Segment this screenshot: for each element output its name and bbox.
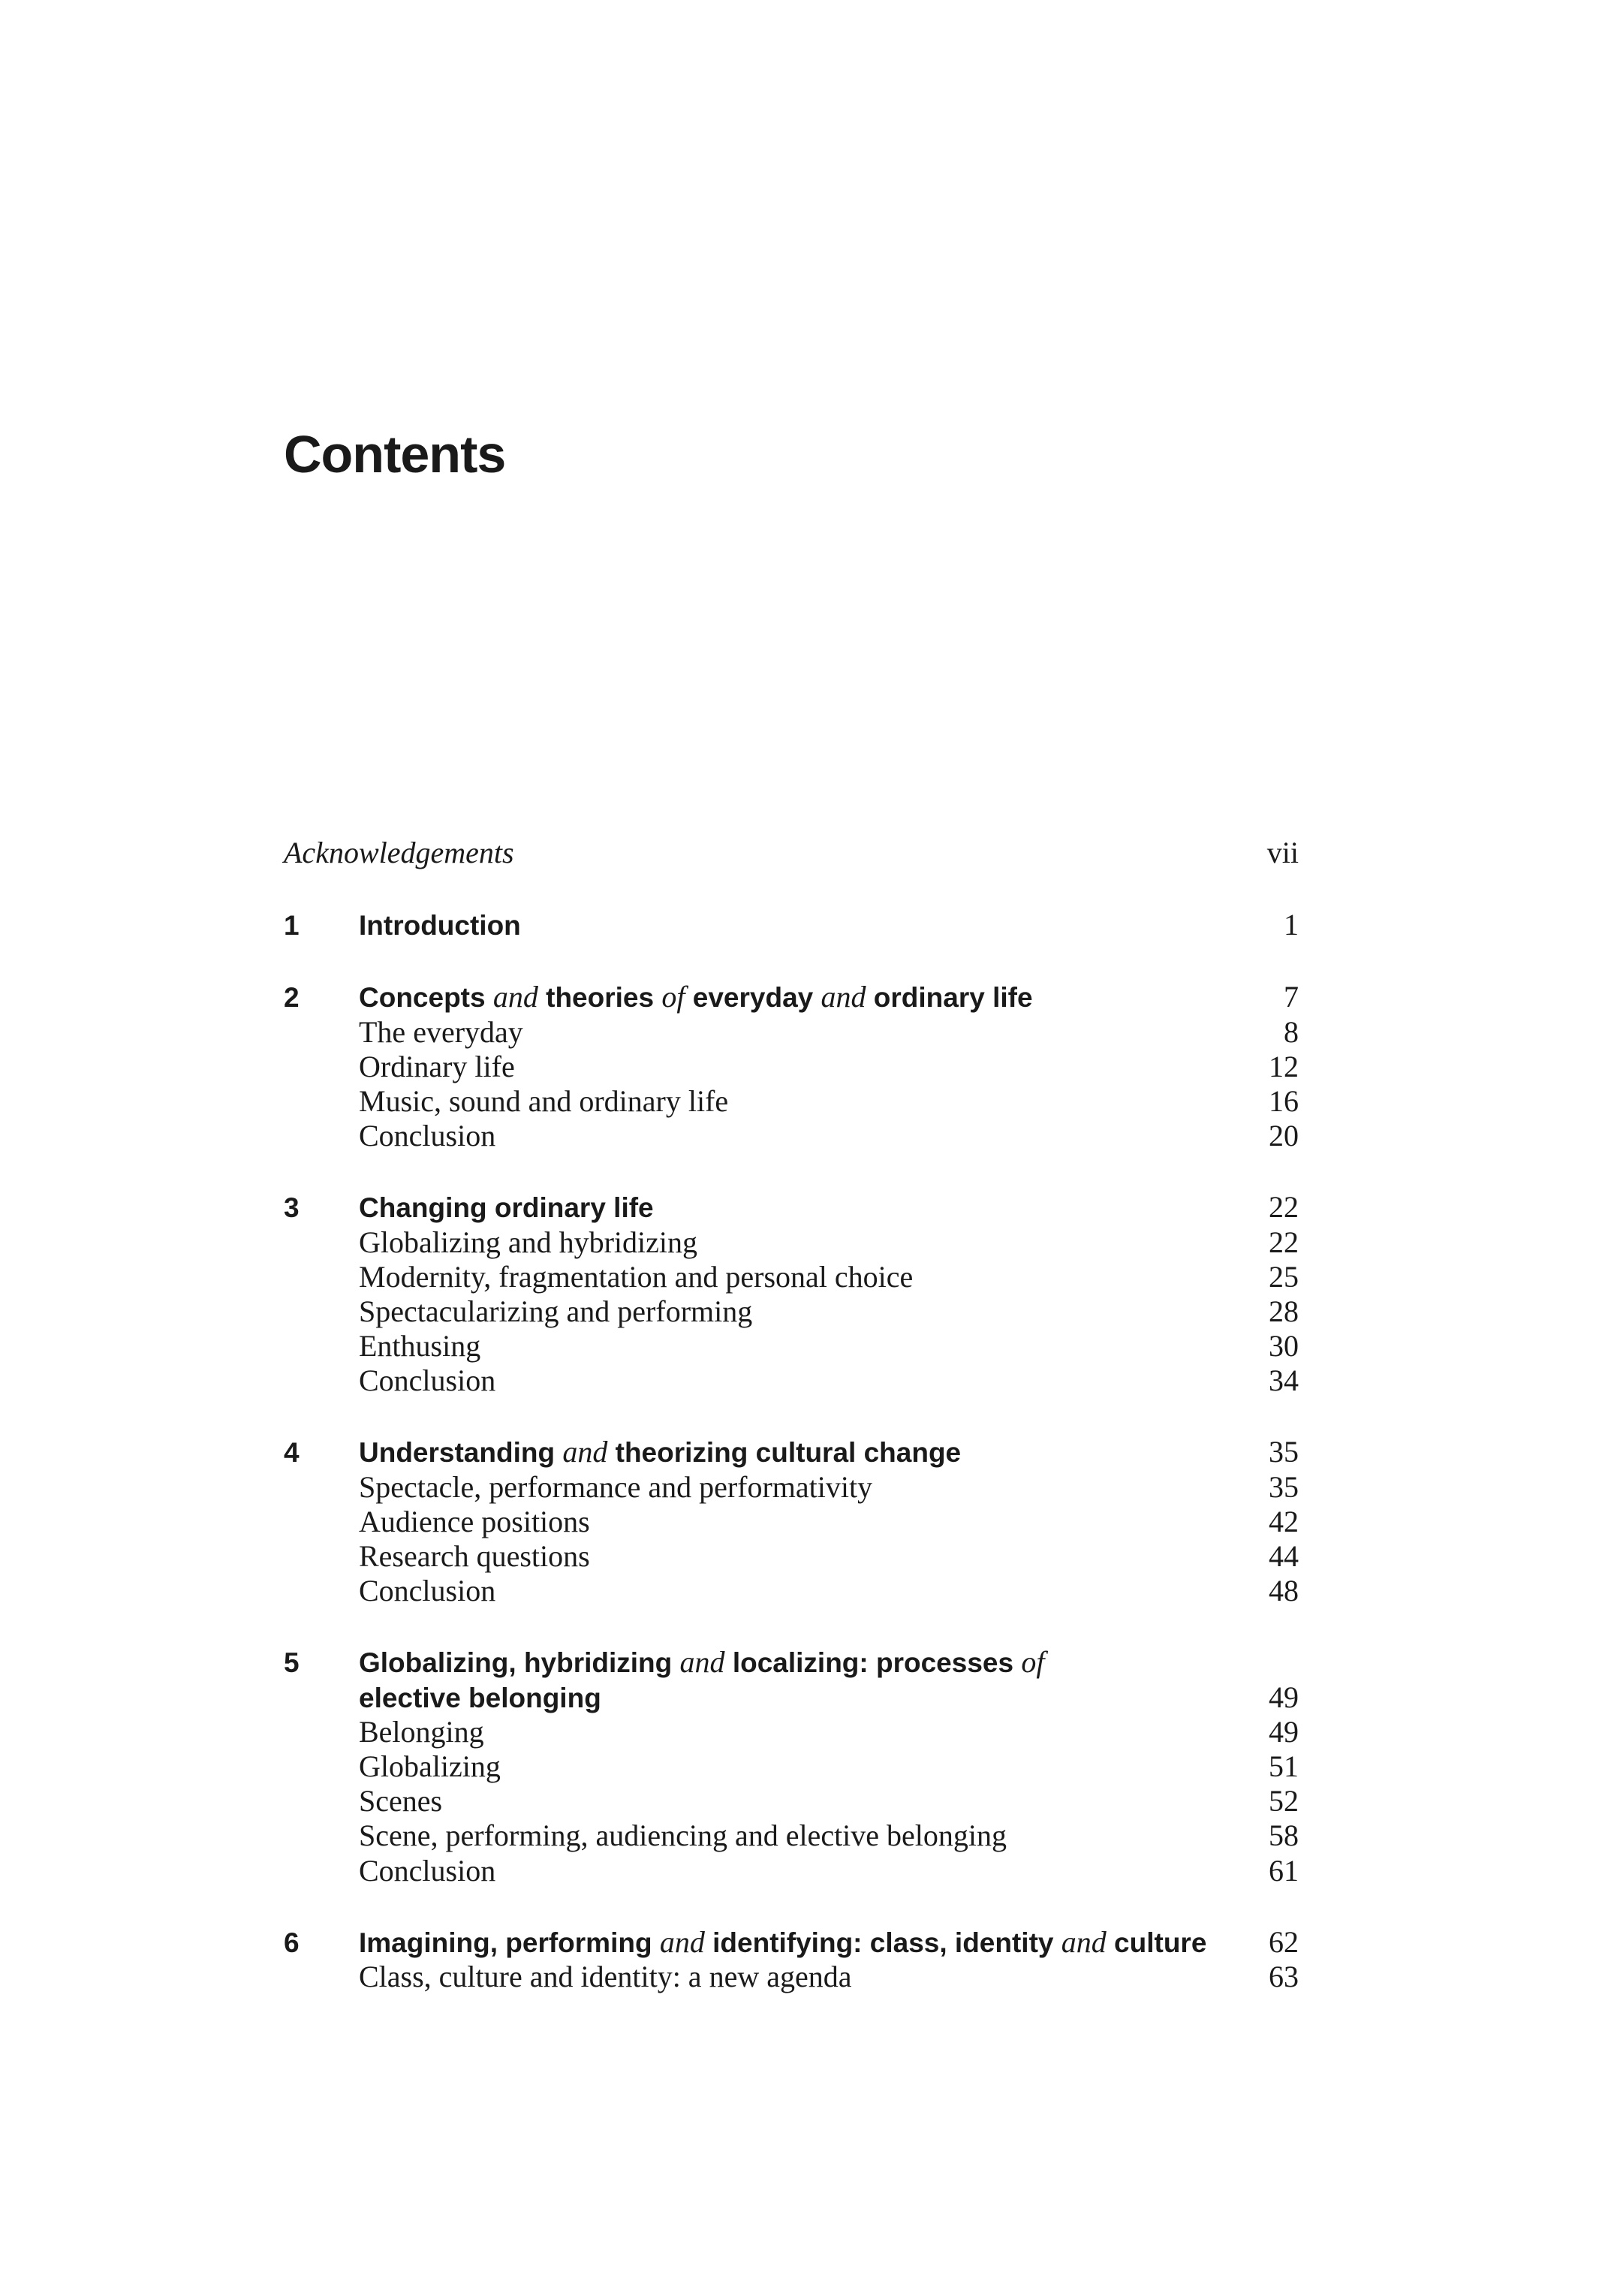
section-title: Research questions bbox=[359, 1539, 590, 1573]
chapter-title-part: and bbox=[1061, 1924, 1107, 1959]
section-page: 61 bbox=[1269, 1853, 1299, 1888]
toc-section-row bbox=[284, 1959, 1299, 1993]
chapter-page: 1 bbox=[1284, 908, 1299, 942]
chapter-number: 2 bbox=[284, 982, 300, 1014]
section-title: Enthusing bbox=[359, 1329, 481, 1363]
chapter-title bbox=[359, 1434, 1269, 1469]
toc-section-row bbox=[284, 1714, 1299, 1749]
chapter-title-part: of bbox=[661, 980, 685, 1014]
chapter-title-part: ordinary life bbox=[866, 982, 1033, 1014]
section-page: 51 bbox=[1269, 1749, 1299, 1783]
chapter-title-part: everyday bbox=[685, 982, 821, 1014]
section-title: Scenes bbox=[359, 1784, 443, 1818]
toc-section-row bbox=[284, 1469, 1299, 1504]
section-page: 22 bbox=[1269, 1225, 1299, 1259]
table-of-contents bbox=[284, 835, 1299, 1993]
toc-section-row bbox=[284, 1083, 1299, 1118]
section-page: 30 bbox=[1269, 1329, 1299, 1363]
section-page: 12 bbox=[1269, 1049, 1299, 1083]
chapter-title-part: culture bbox=[1106, 1927, 1207, 1958]
page-title: Contents bbox=[284, 425, 506, 484]
section-title: Spectacularizing and performing bbox=[359, 1294, 753, 1328]
chapter-title-part: localizing: processes bbox=[724, 1647, 1022, 1679]
chapter-page: 7 bbox=[1284, 980, 1299, 1014]
toc-chapter-row-continued bbox=[284, 1680, 1299, 1714]
toc-section-row bbox=[284, 1259, 1299, 1294]
chapter-page: 62 bbox=[1269, 1924, 1299, 1959]
section-page: 48 bbox=[1269, 1574, 1299, 1608]
toc-section-row bbox=[284, 1504, 1299, 1538]
toc-chapter-row bbox=[284, 1434, 1299, 1469]
toc-section-row bbox=[284, 1049, 1299, 1083]
section-page: 28 bbox=[1269, 1294, 1299, 1328]
toc-chapter-row bbox=[284, 1644, 1299, 1679]
chapter-page: 22 bbox=[1269, 1190, 1299, 1225]
acknowledgements-label: Acknowledgements bbox=[284, 836, 514, 869]
toc-section-row bbox=[284, 1538, 1299, 1573]
section-page: 63 bbox=[1269, 1959, 1299, 1993]
chapter-title-line2: elective belonging bbox=[359, 1682, 601, 1713]
toc-section-row bbox=[284, 1294, 1299, 1328]
section-page: 44 bbox=[1269, 1539, 1299, 1573]
section-page: 42 bbox=[1269, 1504, 1299, 1538]
toc-chapter-row bbox=[284, 979, 1299, 1014]
chapter-title-part: and bbox=[679, 1645, 725, 1680]
section-page: 16 bbox=[1269, 1083, 1299, 1118]
chapter-number: 6 bbox=[284, 1927, 300, 1958]
toc-section-row bbox=[284, 1818, 1299, 1852]
toc-section-row bbox=[284, 1328, 1299, 1363]
section-page: 34 bbox=[1269, 1363, 1299, 1398]
chapter-title bbox=[359, 979, 1284, 1014]
chapter-number: 4 bbox=[284, 1437, 300, 1469]
toc-section-row bbox=[284, 1783, 1299, 1818]
chapter-title bbox=[359, 1644, 1299, 1680]
chapter-number: 5 bbox=[284, 1647, 300, 1679]
chapter-title-part: theories bbox=[537, 982, 662, 1014]
section-title: Modernity, fragmentation and personal choice bbox=[359, 1259, 914, 1294]
section-title: Globalizing bbox=[359, 1749, 501, 1783]
section-page: 58 bbox=[1269, 1818, 1299, 1853]
section-page: 35 bbox=[1269, 1469, 1299, 1504]
section-title: Conclusion bbox=[359, 1363, 496, 1398]
acknowledgements-page: vii bbox=[1266, 836, 1299, 869]
section-title: Conclusion bbox=[359, 1853, 496, 1888]
section-title: Scene, performing, audiencing and elective belonging bbox=[359, 1818, 1007, 1853]
chapter-title-part: and bbox=[562, 1435, 608, 1469]
chapter-title-part: of bbox=[1021, 1645, 1045, 1680]
chapter-title-part: Understanding bbox=[359, 1437, 563, 1469]
section-title: Belonging bbox=[359, 1714, 484, 1749]
section-title: Spectacle, performance and performativity bbox=[359, 1469, 873, 1504]
chapter-title bbox=[359, 1924, 1269, 1960]
chapter-page: 35 bbox=[1269, 1435, 1299, 1469]
chapter-title-part: Concepts bbox=[359, 982, 493, 1014]
section-page: 20 bbox=[1269, 1119, 1299, 1153]
chapter-title-part: theorizing cultural change bbox=[607, 1437, 962, 1469]
toc-section-row bbox=[284, 1225, 1299, 1259]
chapter-title-part: identifying: class, identity bbox=[704, 1927, 1061, 1958]
section-page: 25 bbox=[1269, 1259, 1299, 1294]
toc-chapter-row bbox=[284, 1189, 1299, 1224]
toc-chapter-row bbox=[284, 1924, 1299, 1959]
chapter-page: 49 bbox=[1269, 1680, 1299, 1714]
chapter-number: 3 bbox=[284, 1192, 300, 1224]
toc-chapter-row bbox=[284, 907, 1299, 942]
section-page: 8 bbox=[1284, 1014, 1299, 1049]
toc-section-row bbox=[284, 1363, 1299, 1397]
section-title: Conclusion bbox=[359, 1574, 496, 1608]
chapter-title-part: Changing ordinary life bbox=[359, 1192, 654, 1224]
section-page: 49 bbox=[1269, 1714, 1299, 1749]
chapter-title-part: and bbox=[821, 980, 866, 1014]
chapter-title-part: Globalizing, hybridizing bbox=[359, 1647, 680, 1679]
chapter-title-part: and bbox=[659, 1924, 705, 1959]
toc-acknowledgements bbox=[284, 835, 1299, 869]
toc-section-row bbox=[284, 1014, 1299, 1049]
section-title: Audience positions bbox=[359, 1504, 590, 1538]
chapter-title-part: Imagining, performing bbox=[359, 1927, 660, 1958]
section-title: Class, culture and identity: a new agenda bbox=[359, 1959, 852, 1993]
toc-section-row bbox=[284, 1749, 1299, 1783]
chapter-title-part: Introduction bbox=[359, 910, 521, 942]
section-title: Globalizing and hybridizing bbox=[359, 1225, 698, 1259]
section-page: 52 bbox=[1269, 1784, 1299, 1818]
chapter-number: 1 bbox=[284, 910, 300, 942]
section-title: Ordinary life bbox=[359, 1049, 515, 1083]
chapter-title-part: and bbox=[492, 980, 538, 1014]
chapter-title bbox=[359, 910, 1284, 942]
section-title: Music, sound and ordinary life bbox=[359, 1083, 729, 1118]
chapter-title bbox=[359, 1192, 1269, 1224]
toc-section-row bbox=[284, 1118, 1299, 1153]
toc-section-row bbox=[284, 1573, 1299, 1608]
section-title: The everyday bbox=[359, 1014, 523, 1049]
section-title: Conclusion bbox=[359, 1119, 496, 1153]
toc-section-row bbox=[284, 1853, 1299, 1888]
